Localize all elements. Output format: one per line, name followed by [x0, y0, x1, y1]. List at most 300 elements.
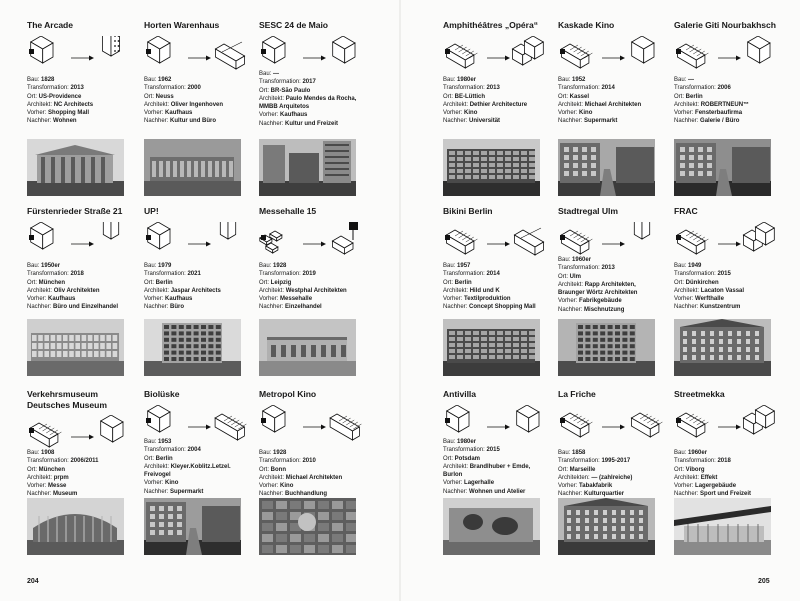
transformation-diagram	[144, 36, 252, 74]
after-building-icon	[103, 222, 119, 239]
building-entry	[443, 389, 551, 561]
fact-bau	[259, 70, 371, 78]
fact-architekt	[144, 101, 250, 109]
fact-value: Galerie / Büro	[700, 118, 740, 125]
fact-bau	[27, 449, 139, 457]
fact-value: 1980er	[457, 439, 477, 445]
fact-bau	[259, 449, 371, 457]
fact-label: Ort:	[259, 87, 269, 94]
fact-value: Oliver Ingenhoven	[170, 101, 224, 108]
fact-transformation	[558, 457, 670, 465]
building-facts	[558, 449, 670, 499]
fact-label: Bau:	[674, 77, 687, 83]
fact-label: Ort:	[144, 93, 154, 100]
fact-value: Kino	[165, 480, 179, 487]
building-facts	[259, 449, 371, 499]
fact-label: Transformation:	[259, 271, 301, 278]
fact-value: 1957	[457, 263, 471, 269]
fact-value: Kultur und Freizeit	[285, 120, 339, 127]
fact-nachher	[144, 117, 256, 125]
fact-value: Büro und Einzelhandel	[53, 304, 119, 311]
fact-ort	[674, 279, 786, 287]
transformation-diagram	[27, 415, 135, 453]
fact-label: Ort:	[27, 93, 37, 100]
fact-value: Supermarkt	[170, 488, 204, 495]
transformation-diagram	[558, 222, 666, 260]
before-building-icon	[676, 44, 708, 68]
fact-value: Westphal Architekten	[285, 287, 347, 294]
fact-architekt	[443, 463, 549, 480]
fact-value: Kaufhaus	[280, 112, 308, 119]
building-entry	[259, 20, 367, 192]
fact-bau	[144, 438, 256, 446]
fact-vorher	[674, 482, 786, 490]
fact-value: Dethier Architecture	[469, 101, 528, 108]
fact-label: Bau:	[443, 263, 456, 269]
fact-nachher	[259, 303, 371, 311]
fact-value: Wohnen und Atelier	[469, 488, 526, 495]
building-facts	[144, 76, 256, 126]
fact-label: Architekt:	[259, 95, 285, 102]
before-building-icon	[29, 222, 53, 249]
fact-value: Kleyer.Koblitz.Letzel. Freivogel	[144, 463, 231, 479]
fact-value: Büro	[170, 304, 185, 311]
building-entry	[674, 20, 782, 192]
fact-value: Buchhandlung	[285, 491, 328, 498]
before-building-icon	[29, 423, 61, 447]
fact-value: Potsdam	[454, 455, 481, 462]
after-building-icon	[743, 405, 774, 434]
building-photo	[144, 319, 241, 376]
fact-label: Vorher:	[443, 296, 463, 303]
fact-architekt	[144, 463, 250, 480]
building-title: Stadtregal Ulm	[558, 206, 618, 216]
fact-label: Ort:	[144, 455, 154, 462]
fact-vorher	[558, 482, 670, 490]
fact-architekt	[443, 287, 549, 295]
fact-value: Tabakfabrik	[579, 483, 613, 490]
building-facts	[259, 262, 371, 312]
fact-value: Sport und Freizeit	[700, 491, 752, 498]
after-building-icon	[517, 405, 539, 432]
before-building-icon	[261, 36, 285, 63]
building-entry	[558, 389, 666, 561]
building-entry	[558, 20, 666, 192]
fact-label: Ort:	[443, 455, 453, 462]
fact-label: Architekt:	[144, 287, 170, 294]
building-entry	[259, 389, 367, 561]
fact-value: Marseille	[569, 466, 596, 473]
fact-label: Transformation:	[27, 271, 69, 278]
building-facts	[558, 256, 670, 314]
fact-vorher	[558, 109, 670, 117]
building-facts	[443, 438, 555, 496]
fact-label: Nachher:	[259, 120, 284, 127]
fact-value: Kulturquartier	[584, 491, 625, 498]
fact-value: Berlin	[155, 279, 173, 286]
fact-value: Einzelhandel	[285, 304, 322, 311]
fact-ort	[144, 279, 256, 287]
fact-label: Architekt:	[674, 287, 700, 294]
fact-vorher	[27, 295, 139, 303]
fact-label: Architekt:	[443, 287, 469, 294]
fact-label: Vorher:	[674, 110, 694, 117]
building-photo	[558, 139, 655, 196]
fact-value: 1953	[158, 439, 172, 445]
fact-value: Kaufhaus	[165, 110, 193, 117]
page-number-left: 204	[27, 578, 39, 585]
fact-label: Architekt:	[674, 101, 700, 108]
building-facts	[558, 76, 670, 126]
fact-label: Bau:	[558, 257, 571, 263]
after-building-icon	[632, 36, 654, 63]
fact-label: Ort:	[558, 466, 568, 473]
before-building-icon	[260, 231, 282, 253]
fact-label: Ort:	[443, 279, 453, 286]
building-title: Streetmekka	[674, 389, 725, 399]
fact-ort	[674, 93, 786, 101]
fact-architekt	[674, 101, 780, 109]
fact-vorher	[674, 109, 786, 117]
fact-label: Nachher:	[674, 118, 699, 125]
page-number-right: 205	[758, 578, 770, 585]
arrow-icon	[71, 56, 94, 61]
fact-bau	[558, 256, 670, 264]
after-building-icon	[330, 414, 361, 440]
fact-value: Museum	[53, 491, 78, 498]
transformation-diagram	[443, 36, 551, 74]
building-title: Bikini Berlin	[443, 206, 493, 216]
fact-value: BE-Lüttich	[454, 93, 485, 100]
before-building-icon	[146, 222, 170, 249]
building-photo	[259, 498, 356, 555]
fact-label: Bau:	[558, 450, 571, 456]
fact-architekt	[259, 95, 365, 112]
fact-value: 2018	[70, 271, 84, 278]
building-photo	[443, 319, 540, 376]
building-entry	[144, 389, 252, 561]
building-photo	[144, 139, 241, 196]
fact-value: 2006	[717, 85, 731, 92]
arrow-icon	[188, 242, 211, 247]
fact-label: Ort:	[674, 279, 684, 286]
fact-value: Lagerhalle	[464, 480, 495, 487]
fact-label: Bau:	[259, 263, 272, 269]
fact-value: 1995-2017	[601, 458, 631, 465]
fact-value: 2021	[187, 271, 201, 278]
transformation-diagram	[674, 36, 782, 74]
fact-ort	[27, 93, 139, 101]
fact-value: 2015	[717, 271, 731, 278]
building-entry	[27, 206, 135, 378]
building-photo	[443, 498, 540, 555]
fact-value: Kino	[280, 483, 294, 490]
fact-architekten	[558, 474, 664, 482]
before-building-icon	[445, 230, 477, 254]
fact-value: Universität	[469, 118, 501, 125]
transformation-diagram	[27, 36, 135, 74]
building-photo	[259, 139, 356, 196]
fact-value: 1950er	[41, 263, 61, 269]
fact-bau	[674, 76, 786, 84]
fact-bau	[259, 262, 371, 270]
before-building-icon	[676, 413, 708, 437]
fact-label: Architekt:	[27, 474, 53, 481]
fact-transformation	[443, 446, 555, 454]
fact-value: Neuss	[155, 93, 174, 100]
building-entry	[27, 389, 135, 561]
fact-value: Ulm	[569, 273, 582, 280]
building-photo	[259, 319, 356, 376]
fact-value: 1908	[41, 450, 55, 456]
before-building-icon	[261, 405, 285, 432]
fact-label: Transformation:	[674, 85, 716, 92]
fact-label: Architekt:	[443, 463, 469, 470]
fact-value: Hild und K	[469, 287, 500, 294]
fact-label: Vorher:	[144, 480, 164, 487]
before-building-icon	[146, 405, 170, 432]
building-photo	[558, 498, 655, 555]
building-title: The Arcade	[27, 20, 73, 30]
fact-label: Nachher:	[27, 491, 52, 498]
fact-vorher	[27, 482, 139, 490]
fact-value: 1952	[572, 77, 586, 83]
fact-bau	[443, 76, 555, 84]
fact-label: Bau:	[259, 71, 272, 77]
arrow-icon	[303, 56, 326, 61]
fact-nachher	[443, 488, 555, 496]
fact-label: Vorher:	[558, 483, 578, 490]
fact-label: Vorher:	[144, 296, 164, 303]
fact-value: 1949	[688, 263, 702, 269]
fact-architekt	[27, 287, 133, 295]
fact-label: Nachher:	[144, 118, 169, 125]
fact-label: Vorher:	[27, 110, 47, 117]
fact-label: Nachher:	[144, 488, 169, 495]
building-entry	[144, 206, 252, 378]
after-building-icon	[631, 413, 662, 437]
fact-transformation	[27, 270, 139, 278]
building-facts	[443, 76, 555, 126]
fact-value: Viborg	[685, 466, 705, 473]
fact-vorher	[144, 479, 256, 487]
fact-label: Vorher:	[259, 112, 279, 119]
fact-transformation	[259, 270, 371, 278]
transformation-diagram	[259, 36, 367, 74]
fact-label: Nachher:	[558, 306, 583, 313]
building-photo	[27, 319, 124, 376]
arrow-icon	[718, 242, 741, 247]
fact-value: 2018	[717, 458, 731, 465]
fact-value: 2004	[187, 447, 201, 454]
fact-transformation	[558, 264, 670, 272]
arrow-icon	[718, 425, 741, 430]
fact-bau	[674, 449, 786, 457]
fact-label: Architekt:	[558, 101, 584, 108]
building-title: Biolüske	[144, 389, 180, 399]
building-title: Galerie Giti Nourbakhsch	[674, 20, 776, 30]
fact-value: Supermarkt	[584, 118, 618, 125]
fact-vorher	[259, 111, 371, 119]
fact-transformation	[558, 84, 670, 92]
fact-label: Ort:	[674, 466, 684, 473]
fact-nachher	[259, 120, 371, 128]
fact-vorher	[558, 297, 670, 305]
fact-label: Nachher:	[259, 491, 284, 498]
fact-label: Architekt:	[27, 101, 53, 108]
building-title: Amphithéâtres „Opéra“	[443, 20, 538, 30]
fact-ort	[558, 93, 670, 101]
fact-transformation	[674, 270, 786, 278]
fact-bau	[443, 262, 555, 270]
fact-label: Vorher:	[443, 480, 463, 487]
building-facts	[674, 76, 786, 126]
fact-nachher	[27, 117, 139, 125]
fact-value: —	[273, 71, 280, 77]
transformation-diagram	[558, 36, 666, 74]
fact-label: Ort:	[443, 93, 453, 100]
fact-value: 1962	[158, 77, 172, 83]
fact-label: Ort:	[558, 93, 568, 100]
fact-vorher	[259, 482, 371, 490]
fact-label: Nachher:	[27, 118, 52, 125]
fact-label: Transformation:	[443, 271, 485, 278]
fact-nachher	[144, 303, 256, 311]
fact-label: Transformation:	[674, 458, 716, 465]
fact-transformation	[259, 78, 371, 86]
fact-label: Ort:	[558, 273, 568, 280]
fact-label: Transformation:	[144, 447, 186, 454]
fact-value: 1960er	[572, 257, 592, 263]
fact-transformation	[443, 270, 555, 278]
fact-label: Ort:	[27, 279, 37, 286]
building-title: Horten Warenhaus	[144, 20, 220, 30]
fact-value: München	[38, 466, 66, 473]
fact-value: Messehalle	[280, 296, 313, 303]
fact-label: Ort:	[259, 279, 269, 286]
fact-value: Paulo Mendes da Rocha, MMBB Arquitetos	[259, 95, 357, 111]
fact-value: Kassel	[569, 93, 590, 100]
fact-label: Vorher:	[558, 298, 578, 305]
fact-label: Ort:	[674, 93, 684, 100]
arrow-icon	[303, 242, 326, 247]
fact-value: Concept Shopping Mall	[469, 304, 536, 311]
after-building-icon	[332, 222, 358, 254]
fact-value: 1979	[158, 263, 172, 269]
fact-bau	[443, 438, 555, 446]
fact-value: 1928	[273, 263, 287, 269]
building-title: Metropol Kino	[259, 389, 317, 399]
fact-vorher	[144, 295, 256, 303]
before-building-icon	[560, 413, 592, 437]
fact-label: Bau:	[674, 450, 687, 456]
fact-bau	[144, 76, 256, 84]
building-title: La Friche	[558, 389, 596, 399]
fact-value: München	[38, 279, 66, 286]
fact-transformation	[27, 84, 139, 92]
fact-value: 2019	[302, 271, 316, 278]
fact-ort	[558, 466, 670, 474]
building-photo	[558, 319, 655, 376]
building-entry	[443, 206, 551, 378]
fact-bau	[674, 262, 786, 270]
before-building-icon	[445, 405, 469, 432]
fact-nachher	[144, 488, 256, 496]
after-building-icon	[743, 222, 774, 251]
building-facts	[259, 70, 371, 128]
transformation-diagram	[674, 222, 782, 260]
fact-label: Transformation:	[558, 265, 600, 272]
fact-value: Jaspar Architects	[170, 287, 221, 294]
fact-architekt	[259, 474, 365, 482]
fact-label: Transformation:	[558, 85, 600, 92]
fact-label: Vorher:	[27, 483, 47, 490]
fact-value: 2006/2011	[70, 458, 99, 465]
fact-architekt	[674, 287, 780, 295]
fact-label: Bau:	[259, 450, 272, 456]
before-building-icon	[29, 36, 53, 63]
fact-value: Kino	[579, 110, 593, 117]
fact-value: Lagergebäude	[695, 483, 737, 490]
fact-bau	[144, 262, 256, 270]
fact-value: Kunstzentrum	[700, 304, 741, 311]
arrow-icon	[71, 435, 94, 440]
fact-value: Oliv Architekten	[53, 287, 100, 294]
after-building-icon	[514, 228, 543, 255]
building-entry	[558, 206, 666, 378]
fact-value: Kaufhaus	[48, 296, 76, 303]
building-entry	[443, 20, 551, 192]
fact-label: Bau:	[27, 263, 40, 269]
fact-ort	[27, 466, 139, 474]
arrow-icon	[487, 56, 510, 61]
fact-label: Vorher:	[27, 296, 47, 303]
arrow-icon	[718, 56, 741, 61]
after-building-icon	[102, 36, 119, 56]
fact-value: Brandlhuber + Emde, Burlon	[443, 463, 531, 479]
fact-transformation	[27, 457, 139, 465]
book-gutter	[399, 0, 401, 601]
building-entry	[144, 20, 252, 192]
building-facts	[144, 438, 256, 496]
fact-nachher	[674, 117, 786, 125]
fact-value: Leipzig	[270, 279, 292, 286]
before-building-icon	[560, 230, 592, 254]
fact-value: 2000	[187, 85, 201, 92]
arrow-icon	[188, 56, 211, 61]
fact-label: Transformation:	[674, 271, 716, 278]
fact-label: Ort:	[144, 279, 154, 286]
fact-bau	[558, 449, 670, 457]
after-building-icon	[748, 36, 770, 63]
fact-value: Michael Architekten	[584, 101, 642, 108]
fact-label: Bau:	[144, 77, 157, 83]
building-title: Messehalle 15	[259, 206, 317, 216]
fact-label: Transformation:	[443, 85, 485, 92]
fact-label: Nachher:	[558, 491, 583, 498]
building-entry	[674, 389, 782, 561]
before-building-icon	[560, 44, 592, 68]
before-building-icon	[146, 36, 170, 63]
fact-ort	[144, 93, 256, 101]
fact-value: Mischnutzung	[584, 306, 625, 313]
fact-value: 2010	[302, 458, 316, 465]
fact-ort	[259, 466, 371, 474]
fact-value: 2014	[486, 271, 500, 278]
fact-value: —	[688, 77, 695, 83]
fact-nachher	[443, 303, 555, 311]
arrow-icon	[71, 242, 94, 247]
